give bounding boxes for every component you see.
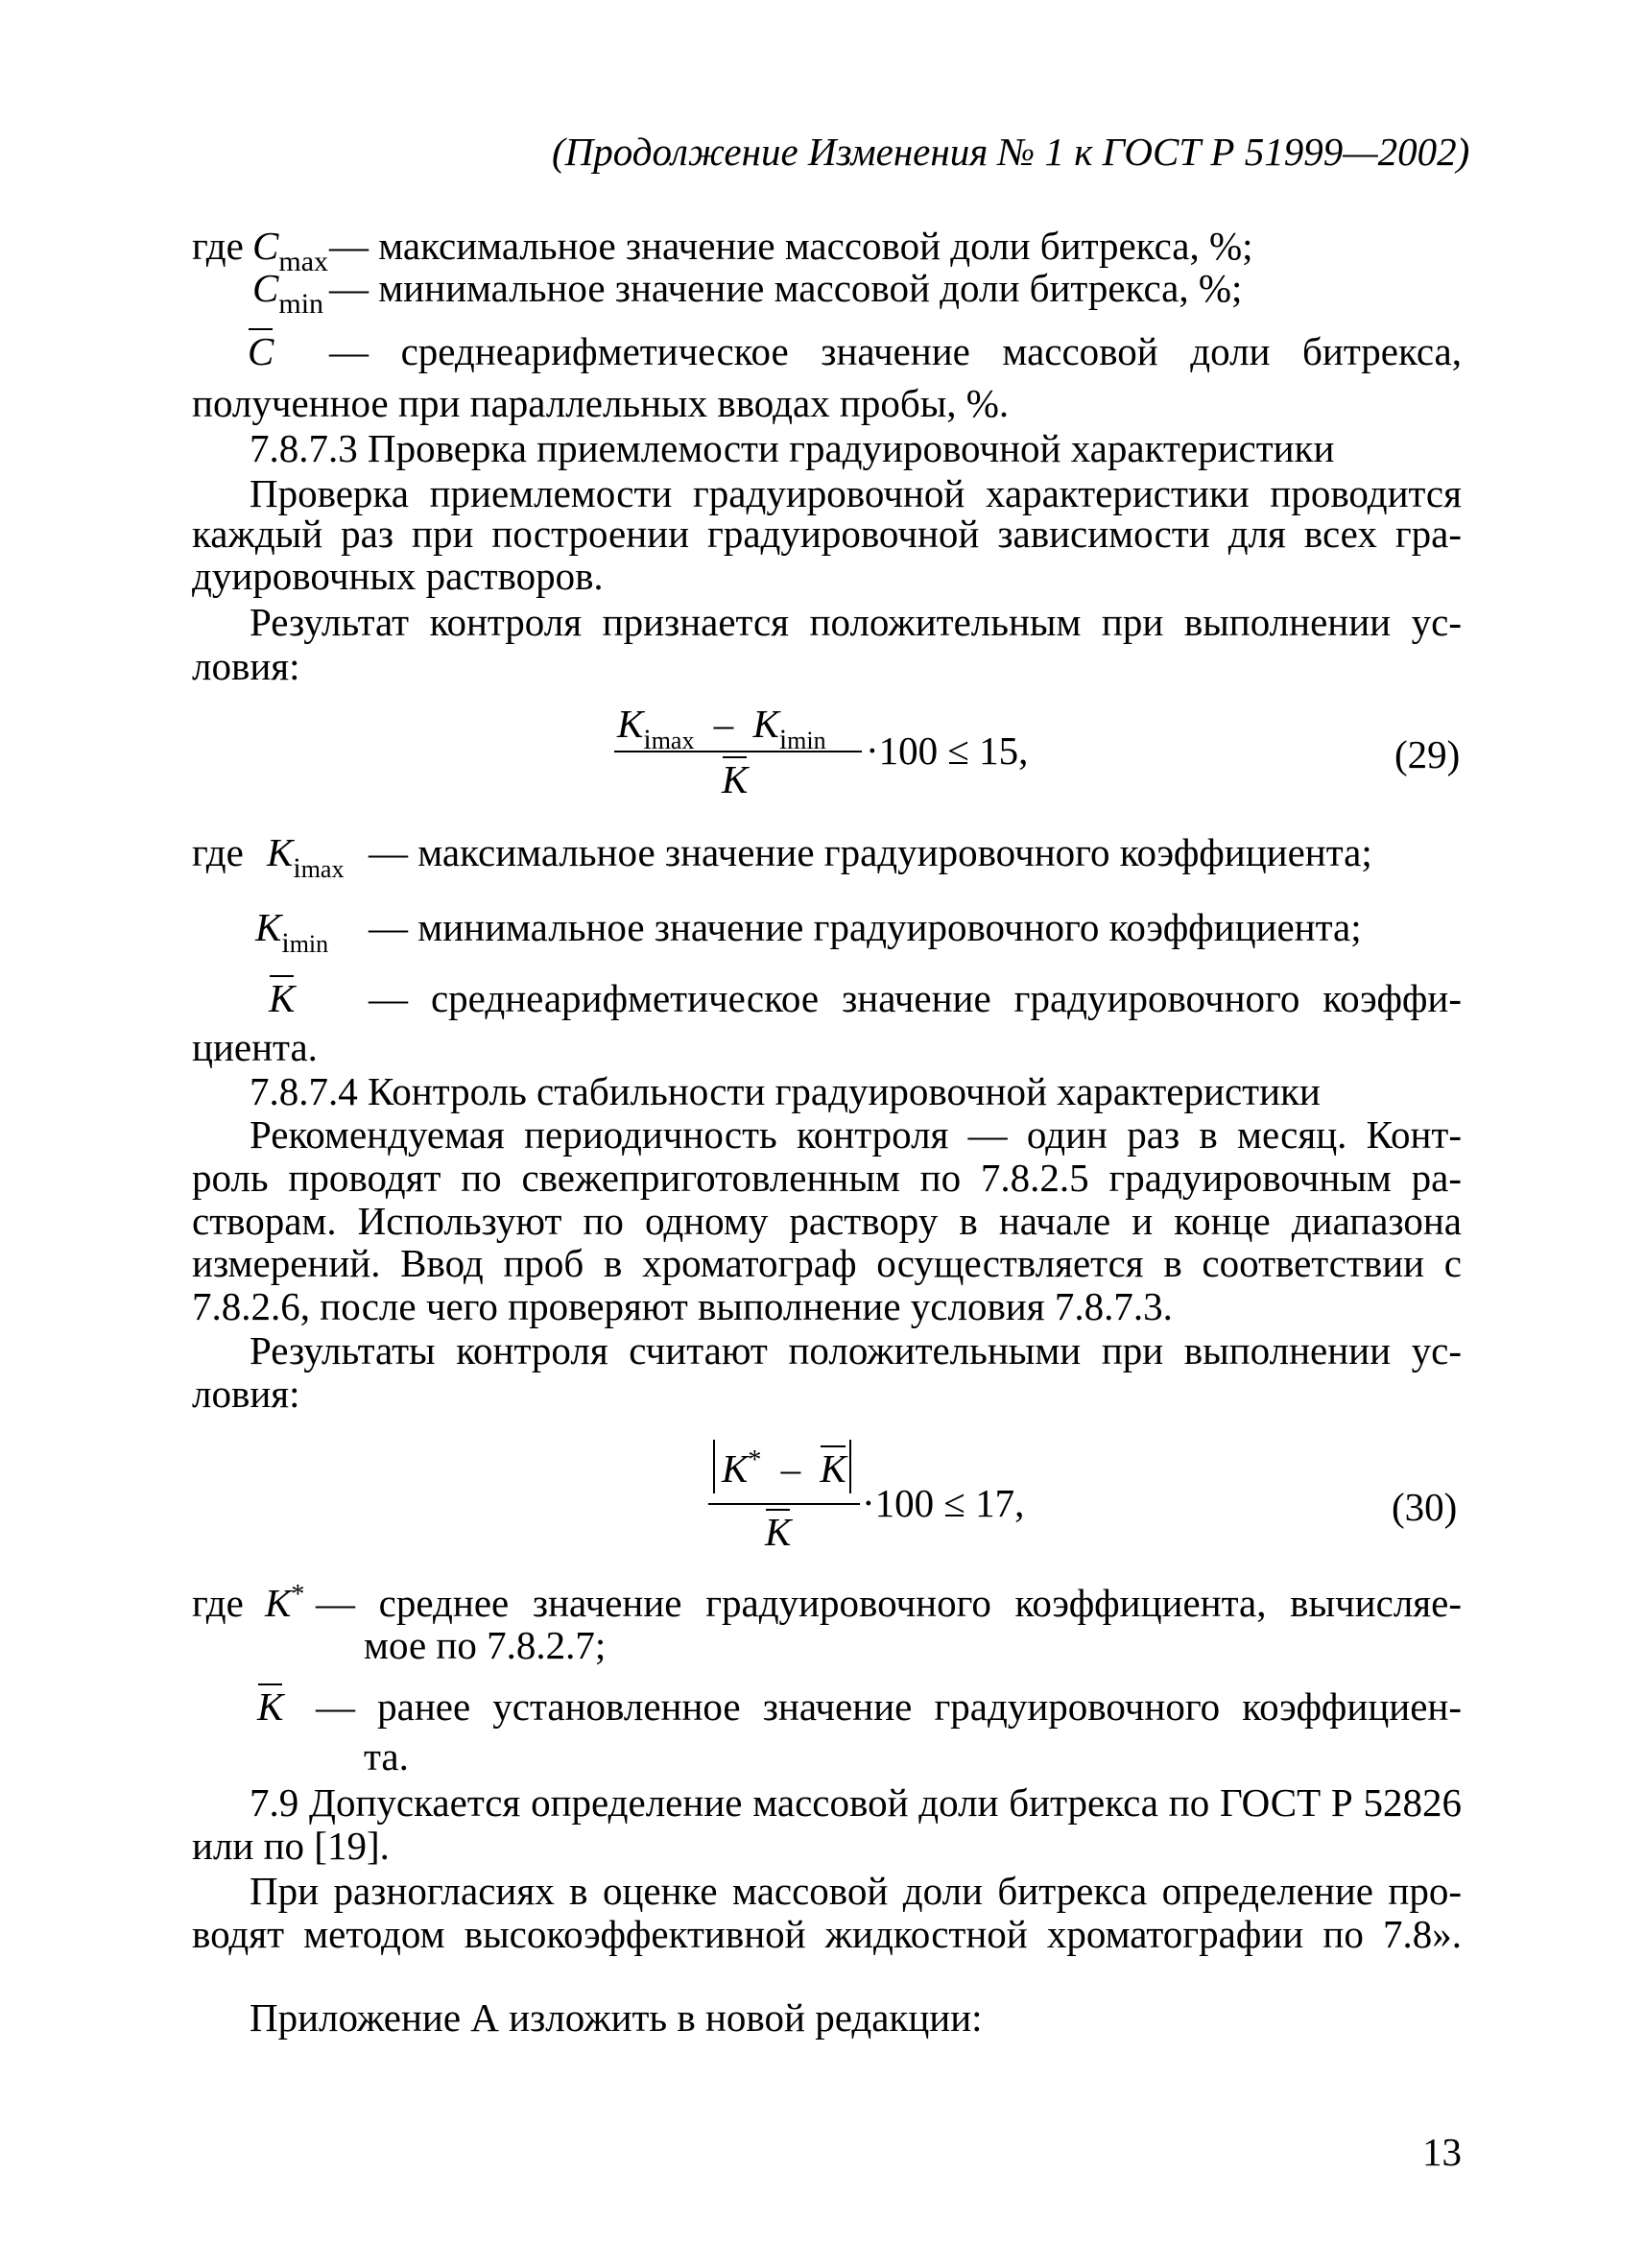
kimax-symbol: $K_{imax}$ — [267, 830, 345, 884]
paragraph-line: Результат контроля признается положительным при выполнении ус- — [250, 600, 1462, 644]
paragraph-line: ловия: — [192, 1372, 300, 1416]
page-number: 13 — [1422, 2130, 1462, 2174]
paragraph-line: или по [19]. — [192, 1824, 390, 1868]
formula30-denominator: K — [765, 1510, 792, 1554]
paragraph-line: Проверка приемлемости градуировочной характеристики проводится — [250, 471, 1462, 515]
formula30-rhs: ·100 ≤ 17, — [862, 1481, 1025, 1525]
cbar-definition-cont: полученное при параллельных вводах пробы, %. — [192, 381, 1010, 425]
formula29-fraction-bar — [614, 751, 862, 752]
section-heading-7874: 7.8.7.4 Контроль стабильности градуировочной характеристики — [250, 1069, 1321, 1113]
cmax-definition: — максимальное значение массовой доли битрекса, %; — [329, 224, 1253, 268]
paragraph-line: роль проводят по свежеприготовленным по 7.8.2.5 градуировочным ра- — [192, 1156, 1462, 1200]
formula30-abs-right — [849, 1440, 851, 1493]
paragraph-line: 7.9 Допускается определение массовой доли битрекса по ГОСТ Р 52826 — [250, 1780, 1462, 1825]
cmin-symbol: $C_{min}$ — [252, 266, 324, 320]
kstar-symbol: K* — [265, 1580, 305, 1625]
paragraph-line: Рекомендуемая периодичность контроля — один раз в месяц. Конт- — [250, 1112, 1462, 1157]
formula29-numerator: $K_{imax} - K_{imin}$ — [617, 702, 826, 755]
kbar-definition: — ранее установленное значение градуировочного коэффициен- — [316, 1684, 1462, 1729]
kbar-definition-cont: циента. — [192, 1025, 318, 1069]
formula30-numerator: K* – K — [722, 1445, 846, 1491]
kimin-symbol: $K_{imin}$ — [255, 905, 329, 959]
paragraph-line: 7.8.2.6, после чего проверяют выполнение условия 7.8.7.3. — [192, 1284, 1173, 1328]
page-header: (Продолжение Изменения № 1 к ГОСТ Р 51999—2002) — [552, 130, 1470, 174]
kstar-definition-cont: мое по 7.8.2.7; — [364, 1623, 607, 1667]
cbar-definition: — среднеарифметическое значение массовой доли битрекса, — [329, 329, 1462, 373]
where-label: где — [192, 224, 244, 268]
formula30-number: (30) — [1392, 1485, 1458, 1529]
paragraph-line: водят методом высокоэффективной жидкостной хроматографии по 7.8». — [192, 1912, 1462, 1956]
formula29-rhs: ·100 ≤ 15, — [866, 728, 1029, 773]
cbar-symbol: C — [248, 329, 274, 373]
paragraph-line: дуировочных растворов. — [192, 554, 604, 598]
paragraph-line: Результаты контроля считают положительными при выполнении ус- — [250, 1328, 1462, 1373]
paragraph-line: каждый раз при построении градуировочной зависимости для всех гра- — [192, 512, 1462, 556]
paragraph-line: ловия: — [192, 644, 300, 688]
kstar-definition: — среднее значение градуировочного коэффициента, вычисляе- — [316, 1581, 1462, 1625]
formula29-denominator: K — [722, 757, 749, 801]
appendix-line: Приложение А изложить в новой редакции: — [250, 1995, 983, 2040]
where-label: где — [192, 830, 244, 874]
kbar-definition-cont: та. — [364, 1734, 409, 1779]
kbar-definition: — среднеарифметическое значение градуировочного коэффи- — [369, 976, 1462, 1020]
kimin-definition: — минимальное значение градуировочного коэффициента; — [369, 905, 1362, 949]
cmin-definition: — минимальное значение массовой доли битрекса, %; — [329, 266, 1243, 310]
paragraph-line: При разногласиях в оценке массовой доли битрекса определение про- — [250, 1869, 1462, 1913]
paragraph-line: измерений. Ввод проб в хроматограф осуществляется в соответствии с — [192, 1241, 1462, 1285]
formula30-abs-left — [713, 1440, 715, 1493]
paragraph-line: створам. Используют по одному раствору в начале и конце диапазона — [192, 1199, 1462, 1243]
kimax-definition: — максимальное значение градуировочного коэффициента; — [369, 830, 1372, 874]
formula30-fraction-bar — [708, 1503, 860, 1505]
section-heading-7873: 7.8.7.3 Проверка приемлемости градуировочной характеристики — [250, 426, 1335, 470]
kbar-symbol: K — [269, 976, 296, 1020]
cmax-symbol: $C_{max}$ — [252, 224, 329, 277]
where-label: где — [192, 1581, 244, 1625]
formula29-number: (29) — [1394, 732, 1461, 776]
kbar-symbol: K — [257, 1684, 284, 1729]
